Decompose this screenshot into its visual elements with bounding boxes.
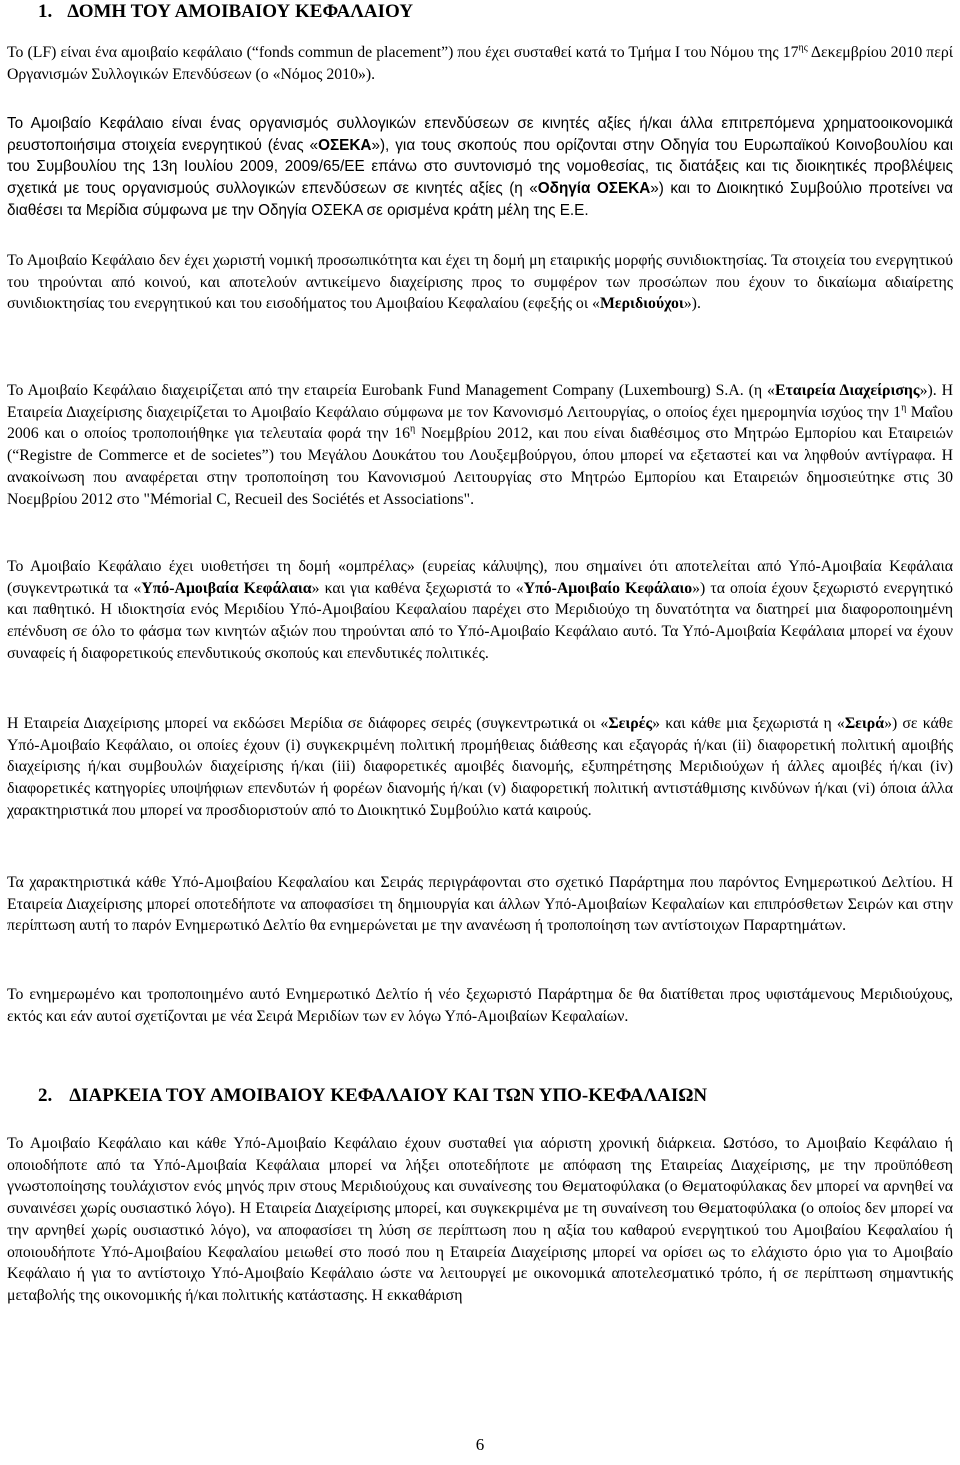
paragraph-characteristics: Τα χαρακτηριστικά κάθε Υπό-Αμοιβαίου Κεφαλαίου και Σειράς περιγράφονται στο σχετικό Παράρτημα που παρόντος Ενημερωτικού Δελτίου. Η Εταιρεία Διαχείρισης μπορεί οποτεδήποτε να αποφασίσει τη δημιουργία και άλλων Υπό-Αμοιβαίων Κεφαλαίων και επιπρόσθετων Σειρών και στην περίπτωση αυτή το παρόν Ενημερωτικό Δελτίο θα ενημερώνεται με την ανανέωση ή τροποποίηση των αντίστοιχων Παραρτημάτων.: [7, 874, 953, 935]
paragraph-legal-structure: Το Αμοιβαίο Κεφάλαιο δεν έχει χωριστή νομική προσωπικότητα και έχει τη δομή μη εταιρικής μορφής συνιδιοκτησίας. Τα στοιχεία του ενεργητικού του τηρούνται από κοινού, και αποτελούν αντικείμενο διαχείρισης προς το συμφέρον των προσώπων που έχουν το δικαίωμα αδιαίρετης συνιδιοκτησίας του ενεργητικού και του εισοδήματος του Αμοιβαίου Κεφαλαίου (εφεξής οι «Μεριδιούχοι»).: [7, 252, 953, 313]
paragraph-updated-prospectus: Το ενημερωμένο και τροποποιημένο αυτό Ενημερωτικό Δελτίο ή νέο ξεχωριστό Παράρτημα δε θα διατίθεται προς υφιστάμενους Μεριδιούχους, εκτός και εάν αυτοί σχετίζονται με νέα Σειρά Μεριδίων των εν λόγω Υπό-Αμοιβαίων Κεφαλαίων.: [7, 986, 953, 1025]
page-number: 6: [475, 1435, 485, 1454]
section-heading-1: [38, 1, 413, 23]
section-heading-2: [38, 1085, 707, 1107]
paragraph-series: Η Εταιρεία Διαχείρισης μπορεί να εκδώσει Μερίδια σε διάφορες σειρές (συγκεντρωτικά οι «Σειρές» και κάθε μια ξεχωριστά η «Σειρά») σε κάθε Υπό-Αμοιβαίο Κεφάλαιο, οι οποίες έχουν (i) συγκεκριμένη πολιτική προμήθειας διάθεσης και εξαγοράς ή/και (ii) διαφορετική πολιτική αμοιβής διαχείρισης ή/και συμβουλών διαχείρισης ή/και (iii) διαφορετικές αμοιβές διανομής, εξυπηρέτησης Μεριδιούχων ή άλλες αμοιβές ή/και (iv) διαφορετικές κατηγορίες υποψήφιων επενδυτών ή φορέων διανομής ή/και (v) διαφορετική πολιτική αντιστάθμισης κινδύνων ή/και (vi) όποια άλλα χαρακτηριστικά που μπορεί να προσδιοριστούν από το Διοικητικό Συμβούλιο κατά καιρούς.: [7, 715, 953, 819]
section-number: 2.: [38, 1085, 53, 1106]
paragraph-umbrella-structure: Το Αμοιβαίο Κεφάλαιο έχει υιοθετήσει τη δομή «ομπρέλας» (ευρείας κάλυψης), που σημαίνει ότι αποτελείται από Υπό-Αμοιβαία Κεφάλαια (συγκεντρωτικά τα «Υπό-Αμοιβαία Κεφάλαια» και για καθένα ξεχωριστά το «Υπό-Αμοιβαίο Κεφάλαιο») τα οποία έχουν ξεχωριστό ενεργητικό και παθητικό. Η ιδιοκτησία ενός Μεριδίου Υπό-Αμοιβαίου Κεφαλαίου παρέχει στο Μεριδιούχο τη δυνατότητα να διατηρεί μια διαφοροποιημένη επένδυση σε όλο το φάσμα των κινητών αξιών που τηρούνται από το Υπό-Αμοιβαίο Κεφάλαιο αυτό. Τα Υπό-Αμοιβαία Κεφάλαια μπορεί να έχουν συναφείς ή διαφορετικούς επενδυτικούς σκοπούς και επενδυτικές πολιτικές.: [7, 558, 954, 662]
section-number: 1.: [38, 1, 53, 22]
paragraph-duration: Το Αμοιβαίο Κεφάλαιο και κάθε Υπό-Αμοιβαίο Κεφάλαιο έχουν συσταθεί για αόριστη χρονική διάρκεια. Ωστόσο, το Αμοιβαίο Κεφάλαιο ή οποιοδήποτε από τα Υπό-Αμοιβαία Κεφάλαια μπορεί να λήξει οποτεδήποτε με απόφαση της Εταιρείας Διαχείρισης, με την προϋπόθεση γνωστοποίησης τουλάχιστον ενός μηνός πριν στους Μεριδιούχους και συναίνεσης του Θεματοφύλακα (ο Θεματοφύλακας δεν μπορεί να αρνηθεί να συναινέσει χωρίς ουσιαστικό λόγο). Η Εταιρεία Διαχείρισης μπορεί, και συγκεκριμένα με τη συναίνεση του Θεματοφύλακα (ο οποίος δεν μπορεί να την αρνηθεί χωρίς ουσιαστικό λόγο), να αποφασίσει τη λύση σε περίπτωση που η αξία του καθαρού ενεργητικού του Αμοιβαίου Κεφαλαίου ή οποιουδήποτε Υπό-Αμοιβαίου Κεφαλαίου μειωθεί στο ποσό που η Εταιρεία Διαχείρισης μπορεί να ορίσει ως το ελάχιστο όριο για το Αμοιβαίο Κεφάλαιο ή για το αντίστοιχο Υπό-Αμοιβαίο Κεφάλαιο ώστε να λειτουργεί με οικονομικά αποτελεσματικό τρόπο, ή σε περίπτωση σημαντικής μεταβολής της οικονομικής ή/και πολιτικής κατάστασης. Η εκκαθάριση: [7, 1135, 953, 1304]
paragraph-management-company: Το Αμοιβαίο Κεφάλαιο διαχειρίζεται από την εταιρεία Eurobank Fund Management Company (Luxembourg) S.A. (η «Εταιρεία Διαχείρισης»). Η Εταιρεία Διαχείρισης διαχειρίζεται το Αμοιβαίο Κεφάλαιο σύμφωνα με τον Κανονισμό Λειτουργίας, ο οποίος έχει ημερομηνία ισχύος την $1^\eta$ Μαΐου 2006 και ο οποίος τροποποιήθηκε για τελευταία φορά την $16^\eta$ Νοεμβρίου 2012, και που είναι διαθέσιμος στο Μητρώο Εμπορίου και Εταιρειών (“Registre de Commerce et de societes”) του Μεγάλου Δουκάτου του Λουξεμβούργου, όπου μπορεί να εξεταστεί και να ληφθούν αντίγραφα. Η ανακοίνωση που αναφέρεται στην τροποποίηση του Κανονισμού Λειτουργίας στο Μητρώο Εμπορίου και Εταιρειών δημοσιεύτηκε στις 30 Νοεμβρίου 2012 στο "Mémorial C, Recueil des Sociétés et Associations".: [7, 382, 954, 508]
section-title: ΔΟΜΗ ΤΟΥ ΑΜΟΙΒΑΙΟΥ ΚΕΦΑΛΑΙΟΥ: [67, 1, 414, 22]
paragraph-fund-intro: Το (LF) είναι ένα αμοιβαίο κεφάλαιο (“fonds commun de placement”) που έχει συσταθεί κατά το Τμήμα Ι του Νόμου της $17^{\eta\varsigma}$ Δεκεμβρίου 2010 περί Οργανισμών Συλλογικών Επενδύσεων (ο «Νόμος 2010»).: [7, 42, 953, 83]
paragraph-ucits: Το Αμοιβαίο Κεφάλαιο είναι ένας οργανισμός συλλογικών επενδύσεων σε κινητές αξίες ή/και άλλα επιτρεπόμενα χρηματοοικονομικά ρευστοποιήσιμα στοιχεία ενεργητικού (ένας «ΟΣΕΚΑ»), για τους σκοπούς που ορίζονται στην Οδηγία του Ευρωπαϊκού Κοινοβουλίου και του Συμβουλίου της 13η Ιουλίου 2009, 2009/65/ΕΕ επάνω στο συντονισμό της νομοθεσίας, τις διατάξεις και τις διοικητικές προβλέψεις σχετικά με τους οργανισμούς συλλογικών επενδύσεων σε κινητές αξίες (η «Οδηγία ΟΣΕΚΑ») και το Διοικητικό Συμβούλιο προτείνει να διαθέσει τα Μερίδια σύμφωνα με την Οδηγία ΟΣΕΚΑ σε ορισμένα κράτη μέλη της Ε.Ε.: [7, 115, 953, 219]
section-title: ΔΙΑΡΚΕΙΑ ΤΟΥ ΑΜΟΙΒΑΙΟΥ ΚΕΦΑΛΑΙΟΥ ΚΑΙ ΤΩΝ ΥΠΟ-ΚΕΦΑΛΑΙΩΝ: [69, 1085, 708, 1106]
